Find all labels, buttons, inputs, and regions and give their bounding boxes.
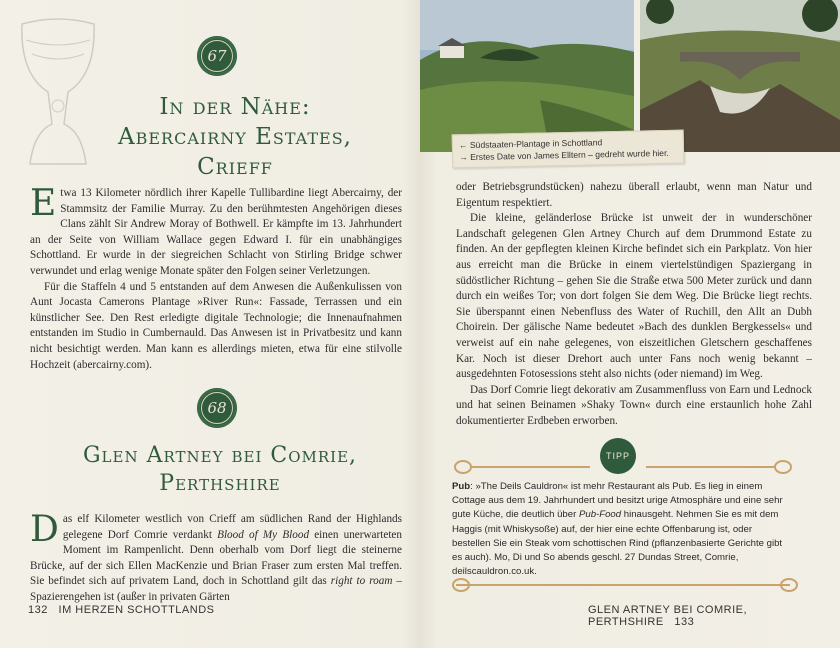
section-heading-abercairny: [70, 92, 400, 182]
heading-line: In der Nähe:: [159, 94, 311, 120]
heading-line: Perthshire: [159, 471, 281, 496]
photo-caption: [452, 130, 685, 169]
running-head: GLEN ARTNEY BEI COMRIE, PERTHSHIRE: [588, 604, 748, 628]
caption-line: → Erstes Date von James Elltern – gedreht wurde hier.: [459, 147, 669, 163]
paragraph: twa 13 Kilometer nördlich ihrer Kapelle Tullibardine liegt Abercairny, der Stammsitz der Familie Murray. Zu den berühmtesten Angehörigen dieses Clans zählt Sir Andrew Moray of Bothwell. Er kämpfte im 13. Jahrhundert an der Seite von William Wallace gegen Edward I. für ein unabhängiges Schottland. Er wurde in der siegreichen Schlacht von Stirling Bridge schwer verwundet und erlag wenige Monate später den Folgen seiner Verletzungen.: [30, 187, 402, 277]
paragraph-part: einen unerwarteten Moment im Rampenlicht. Denn oberhalb vom Dorf liegt die steinerne Brücke, auf der sich Ellen MacKenzie und Brian Fraser zum ersten Mal treffen. Sie befindet sich auf privatem Land, doch in Schottland gilt das: [30, 528, 402, 588]
body-text-glen-artney: [30, 509, 403, 606]
ornament-scroll: [774, 460, 792, 474]
ornament-divider: [470, 466, 590, 468]
ornament-scroll: [780, 578, 798, 592]
location-number-badge: [197, 36, 237, 76]
tip-text: hinausgeht. Nehmen Sie es mit dem Haggis (mit Whiskysoße) auf, der hier eine echte Offenbarung ist, oder bestellen Sie ein Steak vom schottischen Rind (pflanzenbasierte Gerichte gibt es auch). Mo, Di und So abends geschl. 27 Dundas Street, Comrie, deilscauldron.co.uk.: [452, 509, 783, 578]
drop-cap: E: [30, 183, 57, 224]
ornament-divider: [456, 584, 790, 586]
paragraph: oder Betriebsgrundstücken) nahezu überall erlaubt, wenn man Natur und Eigentum respektiert.: [456, 181, 812, 209]
tip-emphasis: Pub-Food: [578, 509, 622, 521]
caption-line: ← Südstaaten-Plantage in Schottland: [458, 137, 603, 151]
body-text-abercairny: [30, 183, 402, 373]
left-footer: [28, 604, 215, 616]
paragraph: Die kleine, geländerlose Brücke ist unweit der in wunderschöner Landschaft gelegenen Glen Artney Church auf dem Drummond Estate zu finden. An der gepflegten kleinen Kirche befindet sich ein Parkplatz. Von hier aus erreicht man die Brücke in einem viertelstündigen Spaziergang in südöstlicher Richtung – gehen Sie die Straße etwa 500 Meter zurück und dann durch ein weißes Tor; von dort folgen Sie dem Weg. Die Brücke liegt rechts. Sie überspannt einen Nebenfluss des Water of Ruchill, den Allt an Dubh Choirein. Der gälische Name bedeutet »Bach des dunklen Bergkessels« und verweist auf ein nahe gelegenes, von eiszeitlichen Gletschern geschaffenes Kar. Noch ist dieser Drehort auch unter Fans noch wenig bekannt – ausgedehnten Fotosessions steht also nichts (oder niemand) im Weg.: [456, 212, 812, 381]
heading-line: Crieff: [197, 154, 273, 180]
ornament-scroll: [454, 460, 472, 474]
emphasis: Blood of My Blood: [217, 528, 310, 541]
body-text-right: [456, 180, 812, 430]
tip-text: : »The Deils Cauldron« ist mehr Restaurant als Pub. Es lieg in einem Cottage aus dem 19. Jahrhundert und besitzt urige Atmosphäre und eine sehr gute Küche, die deutlich über: [452, 481, 783, 521]
ornament-scroll: [452, 578, 470, 592]
ornament-divider: [646, 466, 774, 468]
page-number: 133: [674, 616, 695, 628]
photo-plantage: [420, 0, 634, 152]
heading-line: Glen Artney bei Comrie,: [82, 443, 358, 468]
paragraph-part: – Spazierengehen ist (außer in privaten Gärten: [30, 575, 403, 603]
right-footer: [588, 604, 840, 628]
running-head: IM HERZEN SCHOTTLANDS: [58, 604, 215, 616]
tip-box: [452, 480, 788, 579]
paragraph: Für die Staffeln 4 und 5 entstanden auf dem Anwesen die Außenkulissen von Aunt Jocasta Camerons Plantage »River Run«: Fassade, Terrassen und ein künstlicher See. Den Rest erledigte digitale Technologie; die Innenaufnahmen entstanden im Studio in Cumbernauld. Das Anwesen ist in Privatbesitz und kann nicht besichtigt werden. Man kann es allerdings mieten, etwa für eine stilvolle Hochzeit (abercairny.com).: [30, 280, 402, 371]
tip-badge: TIPP: [600, 438, 636, 474]
paragraph-part: as elf Kilometer westlich von Crieff am südlichen Rand der Highlands gelegene Dorf Comrie verdankt: [62, 513, 402, 541]
drop-cap: D: [30, 509, 59, 550]
tip-lead: Pub: [452, 481, 471, 492]
location-number: 68: [201, 392, 233, 424]
section-heading-glen-artney: [40, 442, 400, 498]
paragraph: Das Dorf Comrie liegt dekorativ am Zusammenfluss von Earn und Lednock und hat seinen Beinamen »Shaky Town« durch eine erstaunlich hohe Zahl dokumentierter Erdbeben erworben.: [456, 383, 812, 427]
emphasis: right to roam: [330, 575, 393, 588]
heading-line: Abercairny Estates,: [118, 124, 352, 150]
location-number: 67: [201, 40, 233, 72]
location-number-badge: [197, 388, 237, 428]
page-number: 132: [28, 604, 48, 616]
